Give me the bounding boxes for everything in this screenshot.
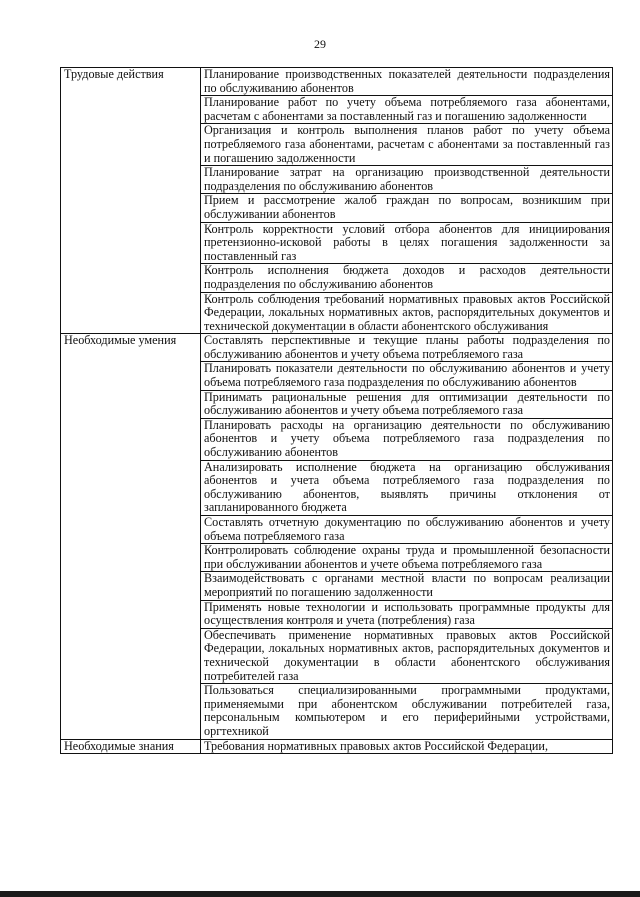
page-number: 29 (314, 37, 326, 51)
scan-bottom-edge (0, 891, 640, 897)
section-label: Необходимые знания (61, 739, 201, 754)
section-label: Необходимые умения (61, 334, 201, 739)
section-item: Требования нормативных правовых актов Российской Федерации, (201, 739, 613, 754)
section-item: Составлять перспективные и текущие планы работы подразделения по обслуживанию абонентов и учету объема потребляемого газа (201, 334, 613, 362)
section-item: Взаимодействовать с органами местной власти по вопросам реализации мероприятий по погашению задолженности (201, 572, 613, 600)
section-item: Планирование затрат на организацию производственной деятельности подразделения по обслуживанию абонентов (201, 166, 613, 194)
table-row (61, 68, 613, 96)
table-body (61, 68, 613, 754)
section-item: Составлять отчетную документацию по обслуживанию абонентов и учету объема потребляемого газа (201, 516, 613, 544)
section-item: Контролировать соблюдение охраны труда и промышленной безопасности при обслуживании абонентов и учете объема потребляемого газа (201, 544, 613, 572)
table-row (61, 739, 613, 754)
section-item: Планирование работ по учету объема потребляемого газа абонентами, расчетам с абонентами за поставленный газ и погашению задолженности (201, 96, 613, 124)
section-item: Применять новые технологии и использовать программные продукты для осуществления контроля и учета (потребления) газа (201, 600, 613, 628)
section-item: Прием и рассмотрение жалоб граждан по вопросам, возникшим при обслуживании абонентов (201, 194, 613, 222)
section-item: Планировать расходы на организацию деятельности по обслуживанию абонентов и учету объема потребляемого газа подразделения по обслуживанию абонентов (201, 418, 613, 460)
section-item: Принимать рациональные решения для оптимизации деятельности по обслуживанию абонентов и учету объема потребляемого газа (201, 390, 613, 418)
section-item: Контроль исполнения бюджета доходов и расходов деятельности подразделения по обслуживанию абонентов (201, 264, 613, 292)
section-item: Организация и контроль выполнения планов работ по учету объема потребляемого газа абонентами, расчетам с абонентами за поставленный газ и погашению задолженности (201, 124, 613, 166)
section-label: Трудовые действия (61, 68, 201, 334)
section-item: Контроль соблюдения требований нормативных правовых актов Российской Федерации, локальных нормативных актов, распорядительных документов и технической документации в области абонентского обслуживания (201, 292, 613, 334)
section-item: Анализировать исполнение бюджета на организацию обслуживания абонентов и учета объема потребляемого газа подразделения по обслуживанию абонентов, выявлять причины отклонения от запланированного бюджета (201, 460, 613, 515)
section-item: Пользоваться специализированными программными продуктами, применяемыми при абонентском обслуживании потребителей газа, персональным компьютером и его периферийными устройствами, оргтехникой (201, 684, 613, 739)
professional-standard-table (60, 67, 613, 754)
section-item: Планировать показатели деятельности по обслуживанию абонентов и учету объема потребляемого газа подразделения по обслуживанию абонентов (201, 362, 613, 390)
table-row (61, 334, 613, 362)
section-item: Контроль корректности условий отбора абонентов для инициирования претензионно-исковой работы в целях погашения задолженности за поставленный газ (201, 222, 613, 264)
section-item: Планирование производственных показателей деятельности подразделения по обслуживанию абонентов (201, 68, 613, 96)
section-item: Обеспечивать применение нормативных правовых актов Российской Федерации, локальных нормативных актов, распорядительных документов и технической документации в области абонентского обслуживания потребителей газа (201, 628, 613, 683)
